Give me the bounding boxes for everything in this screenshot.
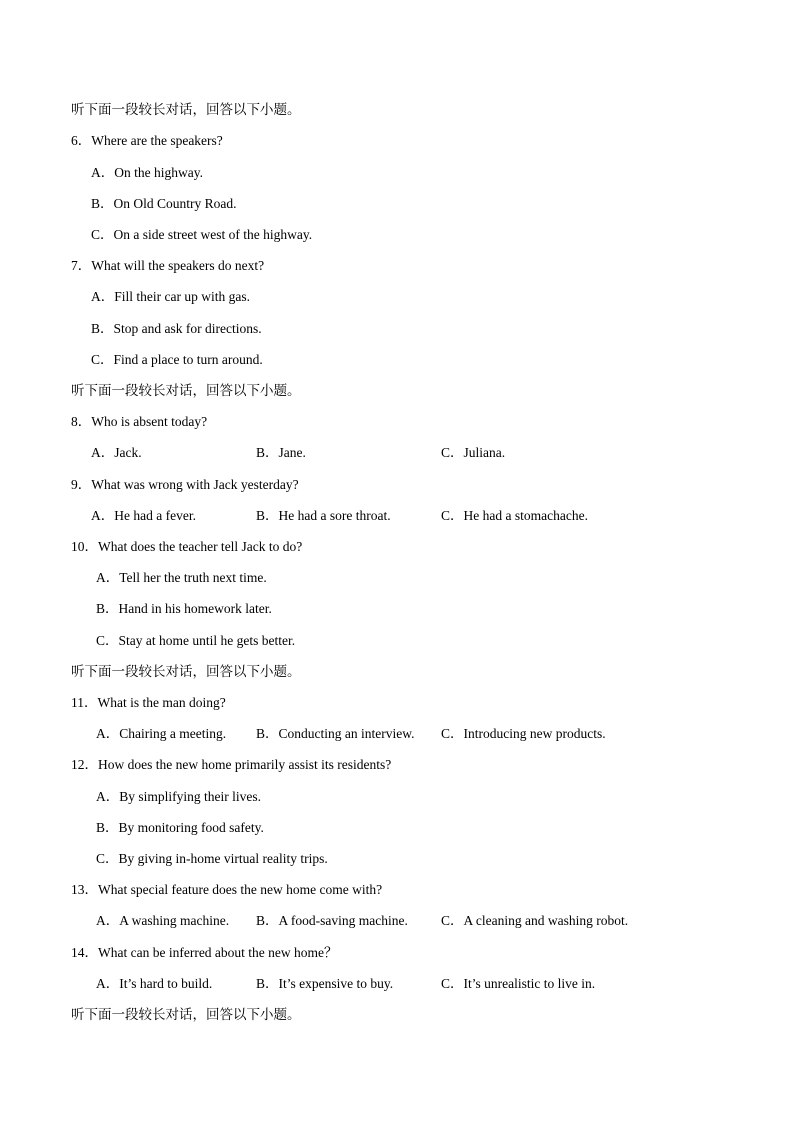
option-8c[interactable]: C．Juliana. — [441, 445, 506, 460]
question-text: What is the man doing? — [97, 695, 226, 710]
question-number: 7． — [71, 258, 92, 273]
question-number: 12． — [71, 757, 98, 772]
question-text: What will the speakers do next? — [91, 258, 265, 273]
section-instruction: 听下面一段较长对话，回答以下小题。 — [71, 1007, 301, 1022]
question-number: 11． — [71, 695, 98, 710]
question-text: Where are the speakers? — [91, 133, 223, 148]
option-9a[interactable]: A．He had a fever. — [91, 508, 196, 523]
question-number: 14． — [71, 945, 98, 960]
option-7a[interactable]: A．Fill their car up with gas. — [91, 289, 250, 304]
section-instruction: 听下面一段较长对话，回答以下小题。 — [71, 102, 301, 117]
option-10b[interactable]: B．Hand in his homework later. — [96, 601, 272, 616]
question-text: What does the teacher tell Jack to do? — [98, 539, 303, 554]
question-text: What special feature does the new home come with? — [98, 882, 383, 897]
option-10a[interactable]: A．Tell her the truth next time. — [96, 570, 267, 585]
option-7c[interactable]: C．Find a place to turn around. — [91, 352, 263, 367]
option-12b[interactable]: B．By monitoring food safety. — [96, 820, 264, 835]
option-8a[interactable]: A．Jack. — [91, 445, 142, 460]
option-13b[interactable]: B．A food-saving machine. — [256, 913, 408, 928]
question-number: 9． — [71, 477, 92, 492]
question-text: How does the new home primarily assist its residents? — [98, 757, 392, 772]
section-instruction: 听下面一段较长对话，回答以下小题。 — [71, 664, 301, 679]
option-12c[interactable]: C．By giving in-home virtual reality trips. — [96, 851, 328, 866]
option-14a[interactable]: A．It’s hard to build. — [96, 976, 213, 991]
option-7b[interactable]: B．Stop and ask for directions. — [91, 321, 262, 336]
question-8 — [71, 414, 207, 430]
question-number: 6． — [71, 133, 92, 148]
option-11b[interactable]: B．Conducting an interview. — [256, 726, 415, 741]
question-13 — [71, 882, 382, 898]
question-text: What can be inferred about the new home？ — [98, 945, 338, 960]
question-9 — [71, 477, 299, 493]
option-12a[interactable]: A．By simplifying their lives. — [96, 789, 261, 804]
option-6a[interactable]: A．On the highway. — [91, 165, 203, 180]
question-7 — [71, 258, 264, 274]
question-text: What was wrong with Jack yesterday? — [91, 477, 299, 492]
question-12 — [71, 757, 391, 773]
option-9c[interactable]: C．He had a stomachache. — [441, 508, 588, 523]
option-13a[interactable]: A．A washing machine. — [96, 913, 230, 928]
option-11c[interactable]: C．Introducing new products. — [441, 726, 606, 741]
option-14c[interactable]: C．It’s unrealistic to live in. — [441, 976, 596, 991]
option-6b[interactable]: B．On Old Country Road. — [91, 196, 237, 211]
option-10c[interactable]: C．Stay at home until he gets better. — [96, 633, 296, 648]
question-number: 10． — [71, 539, 98, 554]
question-10 — [71, 539, 302, 555]
question-14 — [71, 945, 338, 961]
option-6c[interactable]: C．On a side street west of the highway. — [91, 227, 313, 242]
question-text: Who is absent today? — [91, 414, 208, 429]
option-14b[interactable]: B．It’s expensive to buy. — [256, 976, 394, 991]
option-13c[interactable]: C．A cleaning and washing robot. — [441, 913, 629, 928]
option-9b[interactable]: B．He had a sore throat. — [256, 508, 391, 523]
question-number: 8． — [71, 414, 92, 429]
question-6 — [71, 133, 223, 149]
section-instruction: 听下面一段较长对话，回答以下小题。 — [71, 383, 301, 398]
question-11 — [71, 695, 226, 711]
question-number: 13． — [71, 882, 98, 897]
option-8b[interactable]: B．Jane. — [256, 445, 306, 460]
option-11a[interactable]: A．Chairing a meeting. — [96, 726, 227, 741]
